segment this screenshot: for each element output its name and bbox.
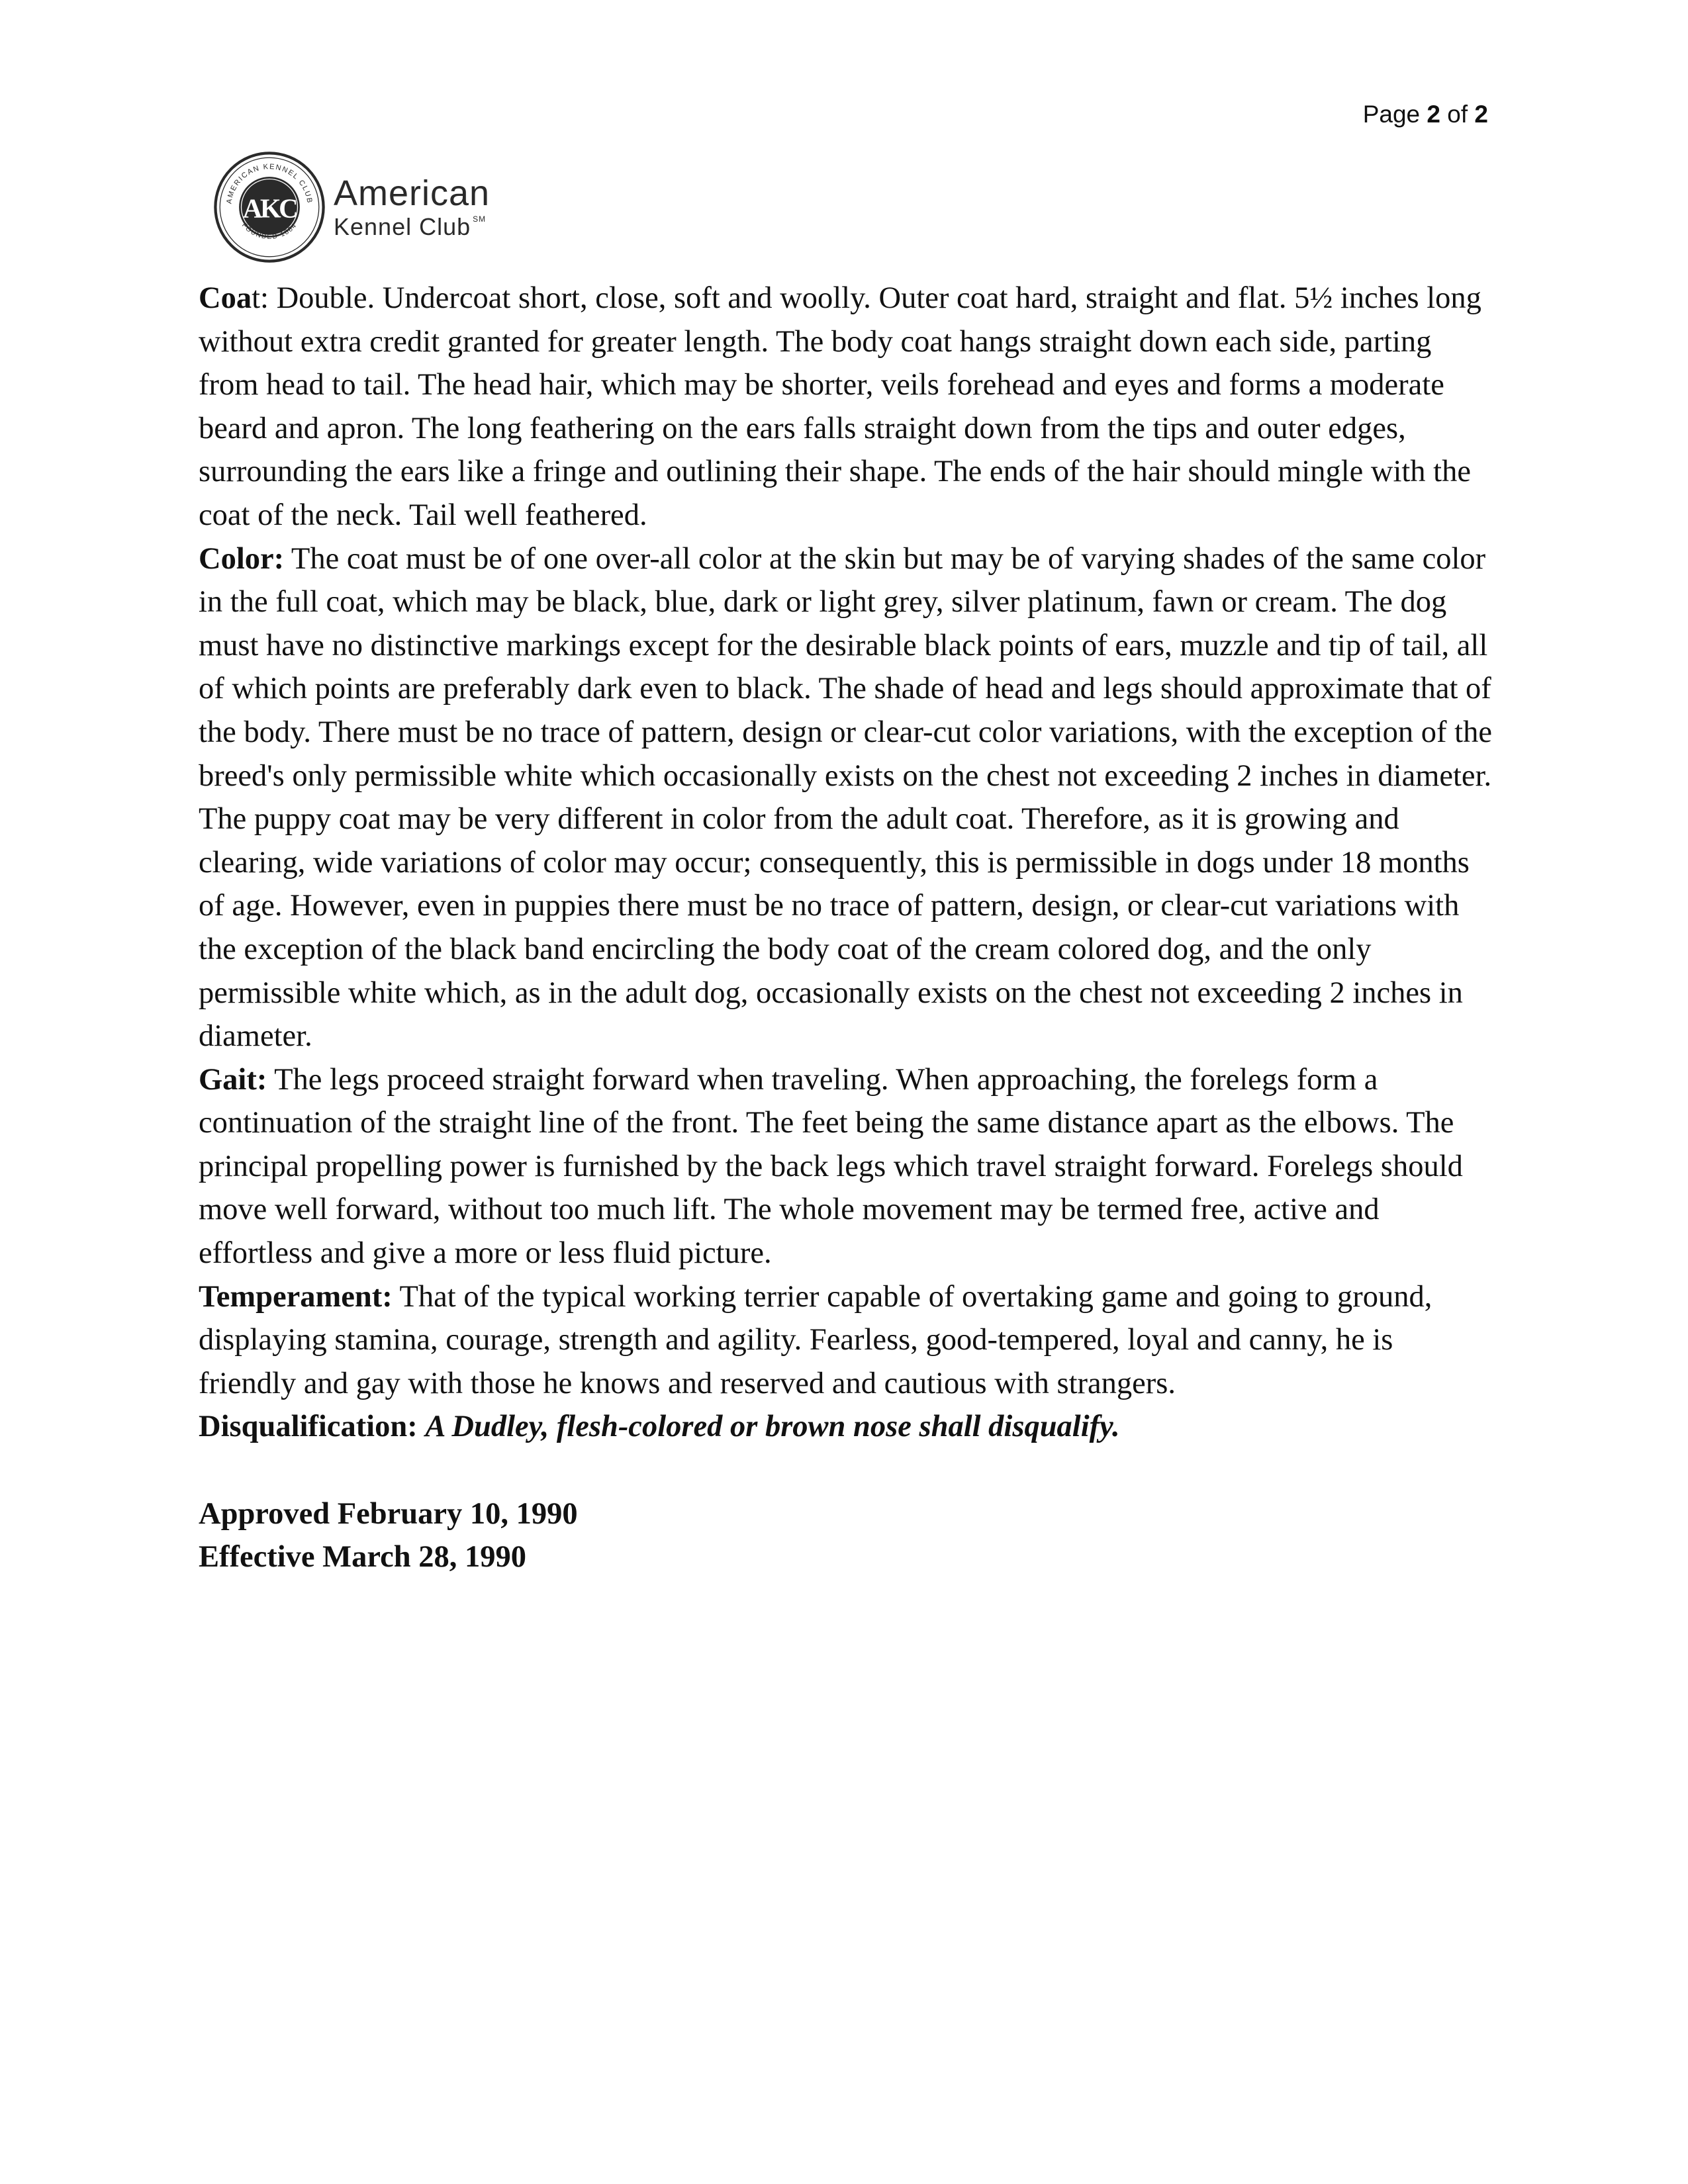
- approved-date: Approved February 10, 1990: [199, 1496, 578, 1531]
- temperament-text: That of the typical working terrier capable of overtaking game and going to ground, displaying stamina, courage, strength and agility. Fearless, good-tempered, loyal and canny, he is friendly and gay with those he knows and reserved and cautious with strangers.: [199, 1279, 1432, 1400]
- approval-block: [199, 1492, 1496, 1579]
- page-number-total: 2: [1474, 101, 1488, 128]
- wordmark-line-2-text: Kennel Club: [334, 213, 471, 240]
- coat-label-rest: t:: [252, 281, 269, 315]
- gait-text: The legs proceed straight forward when traveling. When approaching, the forelegs form a continuation of the straight line of the front. The feet being the same distance apart as the elbows. The principal propelling power is furnished by the back legs which travel straight forward. Forelegs should move well forward, without too much lift. The whole movement may be termed free, active and effortless and give a more or less fluid picture.: [199, 1062, 1463, 1271]
- wordmark-line-1: American: [334, 173, 491, 213]
- disqualification-label: Disqualification:: [199, 1410, 418, 1444]
- akc-seal-icon: [213, 151, 326, 263]
- page-number: [1363, 101, 1488, 128]
- temperament-label: Temperament:: [199, 1279, 393, 1314]
- color-text: The coat must be of one over-all color at the skin but may be of varying shades of the same color in the full coat, which may be black, blue, dark or light grey, silver platinum, fawn or cream. The dog must have no distinctive markings except for the desirable black points of ears, muzzle and tip of tail, all of which points are preferably dark even to black. The shade of head and legs should approximate that of the body. There must be no trace of pattern, design or clear-cut color variations, with the exception of the breed's only permissible white which occasionally exists on the chest not exceeding 2 inches in diameter.: [199, 541, 1492, 793]
- color-section: [199, 537, 1496, 798]
- seal-monogram: AKC: [242, 193, 297, 224]
- wordmark-line-2: [334, 215, 490, 239]
- coat-text: Double. Undercoat short, close, soft and woolly. Outer coat hard, straight and flat. 5½ inches long without extra credit granted for greater length. The body coat hangs straight down each side, parting from head to tail. The head hair, which may be shorter, veils forehead and eyes and forms a moderate beard and apron. The long feathering on the ears falls straight down from the tips and outer edges, surrounding the ears like a fringe and outlining their shape. The ends of the hair should mingle with the coat of the neck. Tail well feathered.: [199, 281, 1481, 532]
- service-mark: SM: [473, 214, 487, 224]
- standard-body: [199, 277, 1496, 1579]
- temperament-section: [199, 1275, 1496, 1406]
- disqualification-text: A Dudley, flesh-colored or brown nose shall disqualify.: [425, 1410, 1120, 1444]
- gait-section: [199, 1058, 1496, 1275]
- disqualification-section: [199, 1405, 1496, 1449]
- svg-text:AMERICAN KENNEL CLUB: AMERICAN KENNEL CLUB: [225, 163, 314, 205]
- gait-label: Gait:: [199, 1062, 267, 1097]
- page-number-of: of: [1447, 101, 1468, 128]
- page-number-current: 2: [1427, 101, 1440, 128]
- puppy-text: The puppy coat may be very different in color from the adult coat. Therefore, as it is growing and clearing, wide variations of color may occur; consequently, this is permissible in dogs under 18 months of age. However, even in puppies there must be no trace of pattern, design, or clear-cut variations with the exception of the black band encircling the body coat of the cream colored dog, and the only permissible white which, as in the adult dog, occasionally exists on the chest not exceeding 2 inches in diameter.: [199, 802, 1470, 1054]
- svg-text:FOUNDED 1884: FOUNDED 1884: [240, 222, 299, 241]
- akc-wordmark: [334, 175, 490, 239]
- puppy-section: [199, 797, 1496, 1058]
- color-label: Color:: [199, 541, 285, 576]
- page-number-label: Page: [1362, 101, 1421, 128]
- akc-logo: [213, 151, 490, 263]
- coat-label: Coa: [199, 281, 252, 315]
- coat-section: [199, 277, 1496, 537]
- effective-date: Effective March 28, 1990: [199, 1540, 526, 1574]
